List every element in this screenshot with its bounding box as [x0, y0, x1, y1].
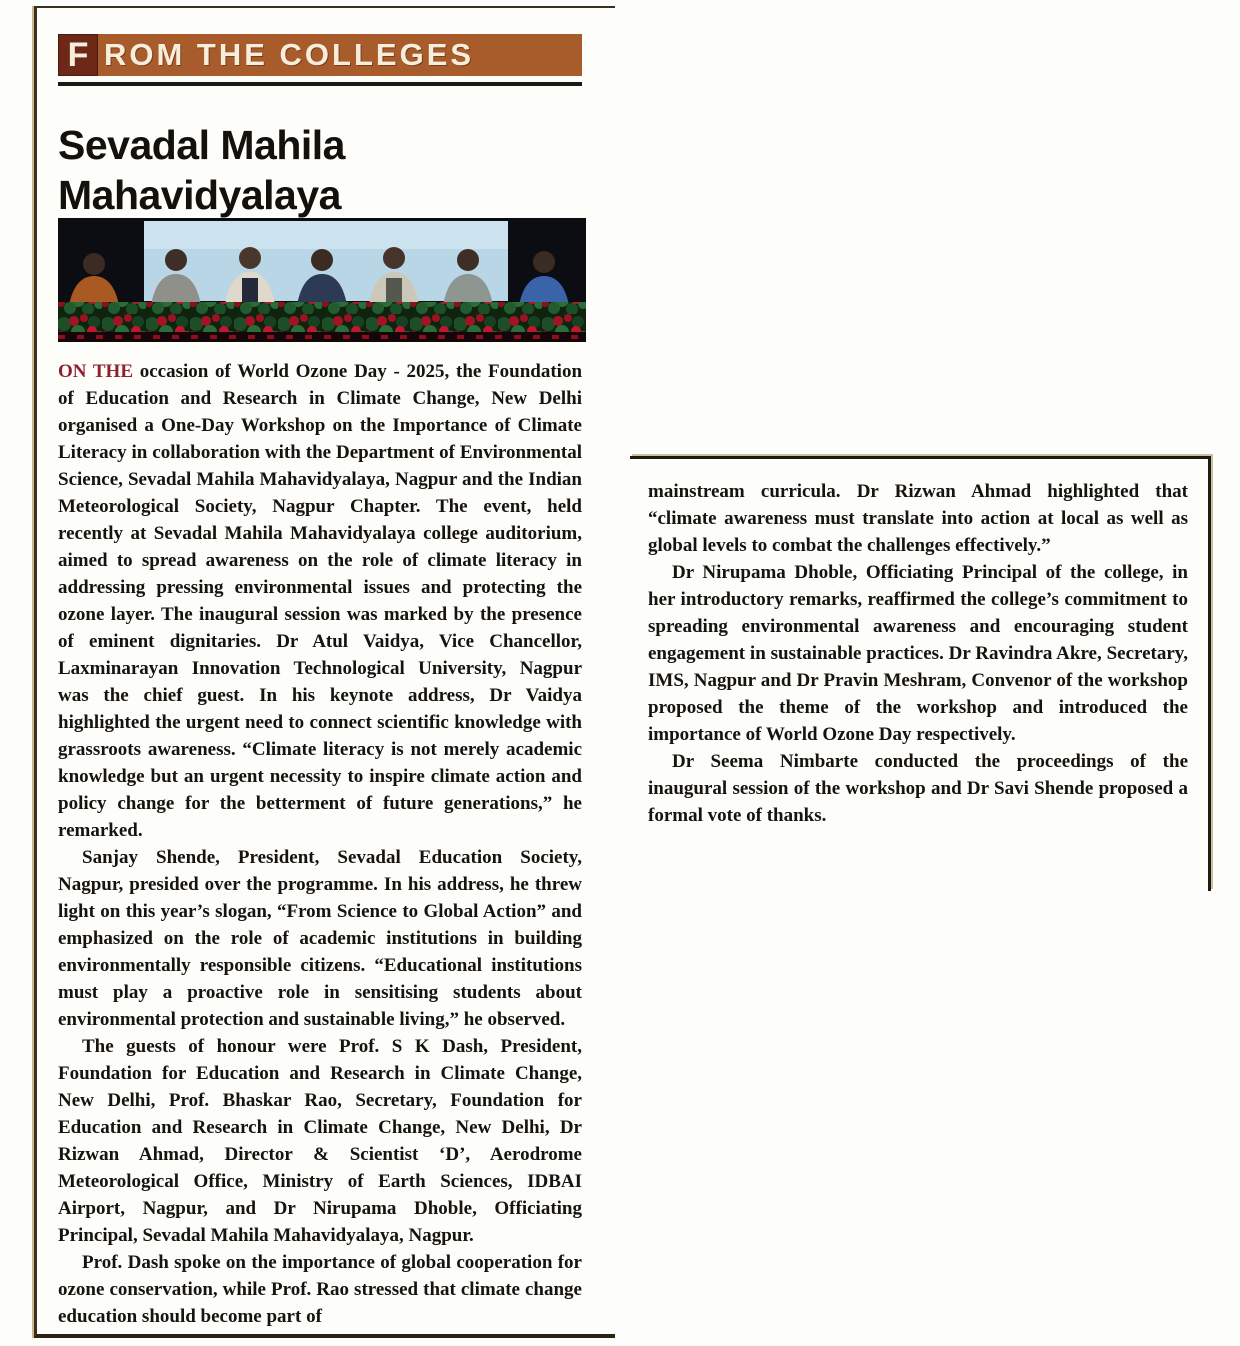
paragraph: The guests of honour were Prof. S K Dash, President, Foundation for Education and Research in Climate Change, New Delhi, Prof. Bhaskar Rao, Secretary, Foundation for Education and Research in Climate Change, New Delhi, Dr Rizwan Ahmad, Director & Scientist ‘D’, Aerodrome Meteorological Office, Ministry of Earth Sciences, IDBAI Airport, Nagpur, and Dr Nirupama Dhoble, Officiating Principal, Sevadal Mahila Mahavidyalaya, Nagpur.	[58, 1036, 582, 1246]
paragraph: Dr Nirupama Dhoble, Officiating Principal of the college, in her introductory remarks, reaffirmed the college’s commitment to spreading environmental awareness and encouraging student engagement in sustainable practices. Dr Ravindra Akre, Secretary, IMS, Nagpur and Dr Pravin Meshram, Convenor of the workshop proposed the theme of the workshop and introduced the importance of World Ozone Day respectively.	[648, 562, 1188, 745]
paragraph: Prof. Dash spoke on the importance of global cooperation for ozone conservation, while Prof. Rao stressed that climate change education should become part of	[58, 1252, 582, 1327]
article-right-column	[648, 478, 1188, 829]
inauguration-dais-photo	[58, 218, 586, 342]
paragraph: mainstream curricula. Dr Rizwan Ahmad highlighted that “climate awareness must translate into action at local as well as global levels to combat the challenges effectively.”	[648, 481, 1188, 556]
article-left-column	[58, 358, 582, 1330]
section-banner-label: ROM THE COLLEGES	[104, 37, 475, 72]
banner-rule	[58, 82, 582, 86]
section-banner	[58, 34, 582, 76]
article-headline: Sevadal Mahila Mahavidyalaya	[58, 122, 345, 218]
section-banner-initial: F	[58, 34, 98, 76]
lead-in: ON THE	[58, 361, 133, 382]
paragraph: Dr Seema Nimbarte conducted the proceedings of the inaugural session of the workshop and Dr Savi Shende proposed a formal vote of thanks.	[648, 751, 1188, 826]
paragraph-text: occasion of World Ozone Day - 2025, the Foundation of Education and Research in Climate Change, New Delhi organised a One-Day Workshop on the Importance of Climate Literacy in collaboration with the Department of Environmental Science, Sevadal Mahila Mahavidyalaya, Nagpur and the Indian Meteorological Society, Nagpur Chapter. The event, held recently at Sevadal Mahila Mahavidyalaya college auditorium, aimed to spread awareness on the role of climate literacy in addressing pressing environmental issues and protecting the ozone layer. The inaugural session was marked by the presence of eminent dignitaries. Dr Atul Vaidya, Vice Chancellor, Laxminarayan Innovation Technological University, Nagpur was the chief guest. In his keynote address, Dr Vaidya highlighted the urgent need to connect scientific knowledge with grassroots awareness. “Climate literacy is not merely academic knowledge but an urgent necessity to inspire climate action and policy change for the betterment of future generations,” he remarked.	[58, 361, 583, 841]
paragraph: Sanjay Shende, President, Sevadal Education Society, Nagpur, presided over the programme. In his address, he threw light on this year’s slogan, “From Science to Global Action” and emphasized on the role of academic institutions in building environmentally responsible citizens. “Educational institutions must play a proactive role in sensitising students about environmental protection and sustainable living,” he observed.	[58, 847, 582, 1030]
paragraph	[58, 358, 582, 844]
